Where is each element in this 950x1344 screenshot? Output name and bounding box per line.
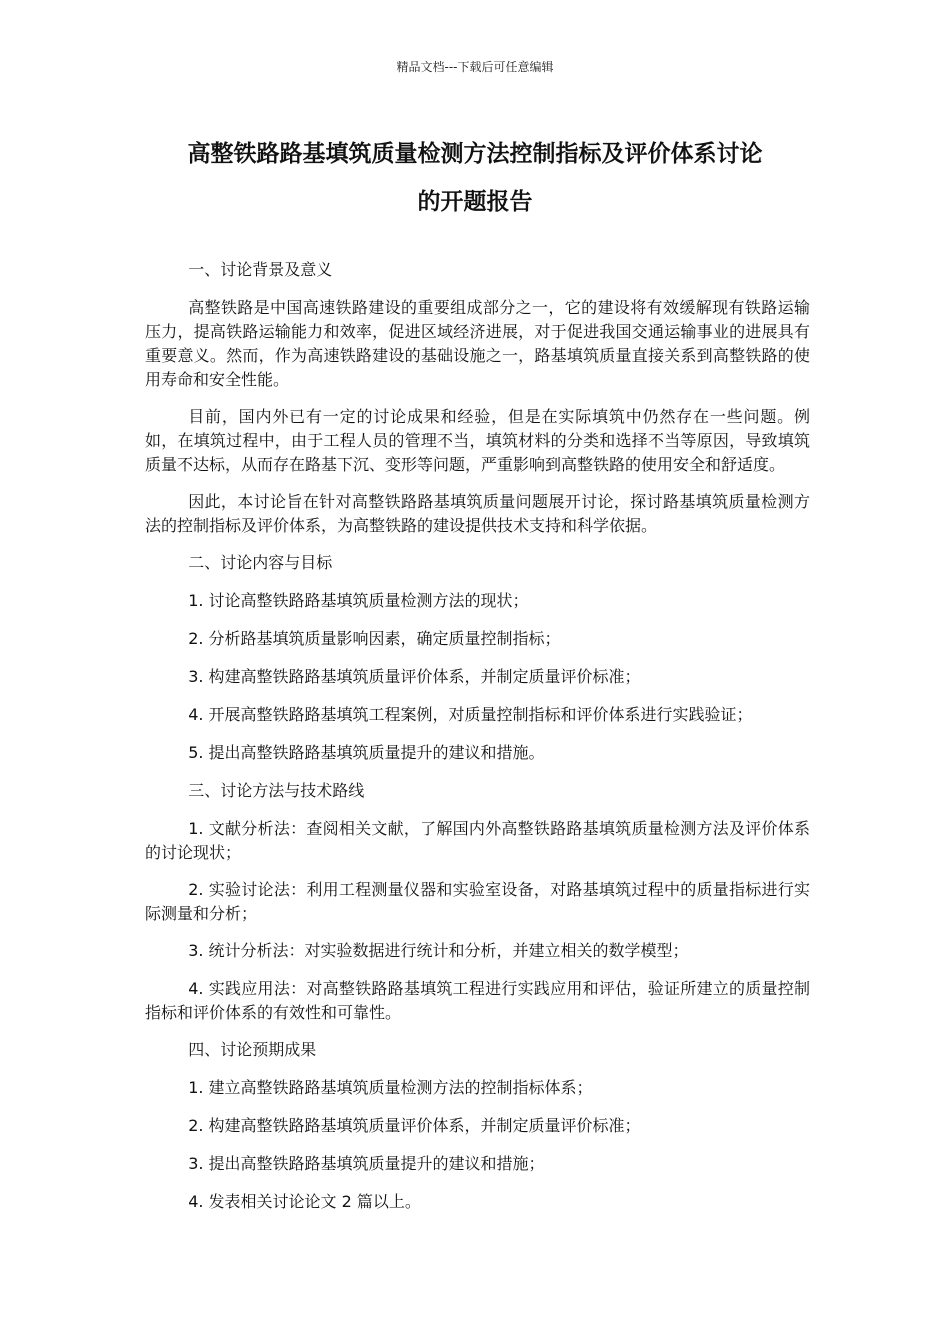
list-item: 4. 实践应用法：对高整铁路路基填筑工程进行实践应用和评估，验证所建立的质量控制指标和评价体系的有效性和可靠性。: [145, 979, 810, 1022]
section-heading: 二、讨论内容与目标: [188, 553, 333, 572]
list-item: 4. 开展高整铁路路基填筑工程案例，对质量控制指标和评价体系进行实践验证；: [188, 705, 753, 724]
paragraph: 目前，国内外已有一定的讨论成果和经验，但是在实际填筑中仍然存在一些问题。例如，在填筑过程中，由于工程人员的管理不当，填筑材料的分类和选择不当等原因，导致填筑质量不达标，从而存在路基下沉、变形等问题，严重影响到高整铁路的使用安全和舒适度。: [145, 407, 810, 474]
list-item: 2. 实验讨论法：利用工程测量仪器和实验室设备，对路基填筑过程中的质量指标进行实际测量和分析；: [145, 880, 810, 923]
list-item: 3. 统计分析法：对实验数据进行统计和分析，并建立相关的数学模型；: [188, 941, 689, 960]
section-heading: 一、讨论背景及意义: [188, 260, 333, 279]
list-item: 1. 讨论高整铁路路基填筑质量检测方法的现状；: [188, 591, 529, 610]
list-item: 2. 构建高整铁路路基填筑质量评价体系，并制定质量评价标准；: [188, 1116, 641, 1135]
title-line-1: 高整铁路路基填筑质量检测方法控制指标及评价体系讨论: [187, 141, 763, 167]
list-item: 2. 分析路基填筑质量影响因素，确定质量控制指标；: [188, 629, 561, 648]
document-title: [140, 130, 810, 226]
list-item: 4. 发表相关讨论论文 2 篇以上。: [188, 1192, 421, 1211]
list-item: 1. 建立高整铁路路基填筑质量检测方法的控制指标体系；: [188, 1078, 593, 1097]
section-heading: 四、讨论预期成果: [188, 1040, 317, 1059]
section-heading: 三、讨论方法与技术路线: [188, 781, 365, 800]
title-line-2: 的开题报告: [417, 189, 533, 215]
list-item: 3. 提出高整铁路路基填筑质量提升的建议和措施；: [188, 1154, 545, 1173]
list-item: 5. 提出高整铁路路基填筑质量提升的建议和措施。: [188, 743, 545, 762]
list-item: 1. 文献分析法：查阅相关文献，了解国内外高整铁路路基填筑质量检测方法及评价体系的讨论现状；: [145, 819, 810, 862]
paragraph: 高整铁路是中国高速铁路建设的重要组成部分之一，它的建设将有效缓解现有铁路运输压力，提高铁路运输能力和效率，促进区域经济进展，对于促进我国交通运输事业的进展具有重要意义。然而，作为高速铁路建设的基础设施之一，路基填筑质量直接关系到高整铁路的使用寿命和安全性能。: [145, 298, 810, 389]
document-body: [145, 258, 810, 1228]
paragraph: 因此，本讨论旨在针对高整铁路路基填筑质量问题展开讨论，探讨路基填筑质量检测方法的控制指标及评价体系，为高整铁路的建设提供技术支持和科学依据。: [145, 492, 810, 535]
list-item: 3. 构建高整铁路路基填筑质量评价体系，并制定质量评价标准；: [188, 667, 641, 686]
page-header: 精品文档---下载后可任意编辑: [396, 60, 554, 74]
